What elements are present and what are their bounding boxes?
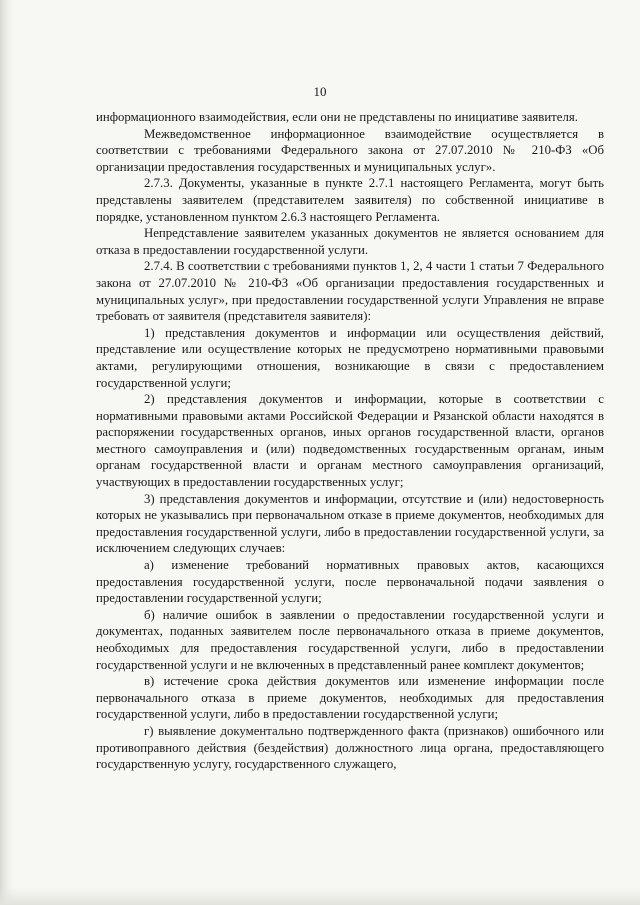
list-item-3v: в) истечение срока действия документов или изменение информации после первоначального отказа в приеме документов, необходимых для предоставления государственной услуги, либо в предоставлении государственной услуги; (96, 674, 604, 722)
paragraph-non-submission: Непредставление заявителем указанных документов не является основанием для отказа в предоставлении государственной услуги. (96, 226, 604, 257)
list-item-3a: а) изменение требований нормативных правовых актов, касающихся предоставления государственной услуги, после первоначальной подачи заявления о предоставлении государственной услуги; (96, 558, 604, 606)
paragraph-continuation: информационного взаимодействия, если они не представлены по инициативе заявителя. (96, 110, 578, 124)
document-body (96, 109, 604, 773)
scan-left-edge (0, 0, 14, 905)
list-item-3g: г) выявление документально подтвержденного факта (признаков) ошибочного или противоправного действия (бездействия) должностного лица органа, предоставляющего государственную услугу, государственного служащего, (96, 723, 604, 772)
paragraph-2-7-3: 2.7.3. Документы, указанные в пункте 2.7.1 настоящего Регламента, могут быть представлены заявителем (представителем заявителя) по собственной инициативе в порядке, установленном пунктом 2.6.3 настоящего Регламента. (96, 176, 604, 224)
list-item-1: 1) представления документов и информации или осуществления действий, представление или осуществление которых не предусмотрено нормативными правовыми актами, регулирующими отношения, возникающие в связи с предоставлением государственной услуги; (96, 325, 604, 390)
page-number: 10 (313, 84, 327, 99)
scan-bottom-edge (0, 887, 640, 905)
list-item-2: 2) представления документов и информации, которые в соответствии с нормативными правовыми актами Российской Федерации и Рязанской области находятся в распоряжении государственных органов, иных органов государственной власти, органов местного самоуправления и (или) подведомственных государственным органам, иным органам государственной власти и органам местного самоуправления организаций, участвующих в предоставлении государственных услуг; (96, 392, 604, 490)
paragraph-interaction-basis: Межведомственное информационное взаимодействие осуществляется в соответствии с требованиями Федерального закона от 27.07.2010 № 210-ФЗ «Об организации предоставления государственных и муниципальных услуг». (96, 126, 604, 174)
list-item-3b: б) наличие ошибок в заявлении о предоставлении государственной услуги и документах, поданных заявителем после первоначального отказа в приеме документов, необходимых для предоставления государственной услуги, либо в предоставлении государственной услуги и не включенных в представленный ранее комплект документов; (96, 607, 604, 672)
list-item-3: 3) представления документов и информации, отсутствие и (или) недостоверность которых не указывались при первоначальном отказе в приеме документов, необходимых для предоставления государственной услуги, либо в предоставлении государственной услуги, за исключением следующих случаев: (96, 491, 604, 556)
paragraph-2-7-4: 2.7.4. В соответствии с требованиями пунктов 1, 2, 4 части 1 статьи 7 Федерального закона от 27.07.2010 № 210-ФЗ «Об организации предоставления государственных и муниципальных услуг», при предоставлении государственной услуги Управления не вправе требовать от заявителя (представителя заявителя): (96, 259, 604, 324)
